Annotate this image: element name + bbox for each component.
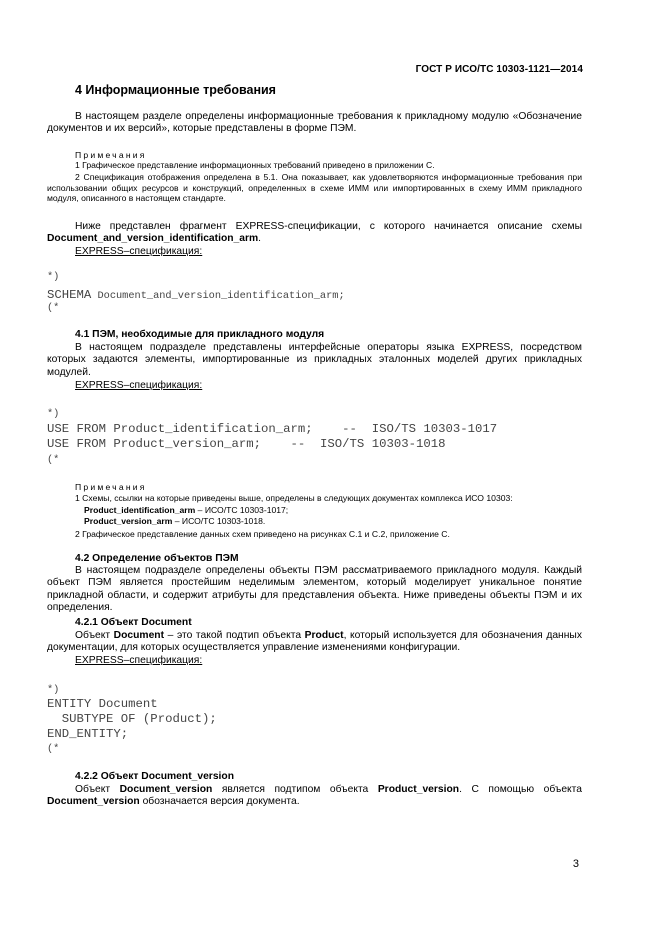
text-run: – это такой подтип объекта bbox=[164, 630, 305, 641]
note-1-item-a bbox=[84, 505, 582, 516]
section-4-2-heading: 4.2 Определение объектов ПЭМ bbox=[75, 553, 239, 564]
text-run: является подтипом объекта bbox=[212, 784, 378, 795]
entity-name: Document_version bbox=[47, 796, 140, 808]
entity-name: Document_version bbox=[119, 784, 213, 795]
code-open: *) bbox=[47, 408, 60, 420]
text-run: . С помощью объекта bbox=[459, 784, 582, 795]
schema-ref-text: – ИСО/ТС 10303-1018. bbox=[172, 516, 266, 526]
note-2: 2 Графическое представление данных схем приведено на рисунках С.1 и С.2, приложение С. bbox=[75, 529, 450, 539]
code-close: (* bbox=[47, 743, 60, 755]
note-1: 1 Графическое представление информационных требований приведено в приложении С. bbox=[75, 160, 435, 170]
section-4-2-1-text bbox=[47, 630, 582, 655]
note-1: 1 Схемы, ссылки на которые приведены выше, определены в следующих документах комплекса ИСО 10303: bbox=[75, 493, 513, 503]
text-run: Объект bbox=[75, 630, 114, 641]
note-1-item-b bbox=[84, 516, 582, 527]
code-use-from-2: USE FROM Product_version_arm; -- ISO/TS 10303-1018 bbox=[47, 437, 446, 451]
section-4-2-1-heading: 4.2.1 Объект Document bbox=[75, 617, 192, 628]
express-label: EXPRESS–спецификация: bbox=[75, 246, 203, 257]
code-subtype-line: SUBTYPE OF (Product); bbox=[47, 712, 217, 726]
code-entity-line: ENTITY Document bbox=[47, 697, 158, 711]
schema-ref-bold: Product_version_arm bbox=[84, 516, 173, 526]
express-intro-text: Ниже представлен фрагмент EXPRESS-спецификации, с которого начинается описание схемы bbox=[75, 221, 582, 232]
express-intro-end: . bbox=[258, 233, 262, 245]
note-2: 2 Спецификация отображения определена в 5.1. Она показывает, как удовлетворяются информационные требования при использовании общих ресурсов и конструкций, определенных в схеме ИММ или импортированных в схему ИММ прикладного модуля, описанного в настоящем стандарте. bbox=[47, 172, 582, 204]
entity-name: Product_version bbox=[377, 784, 460, 795]
code-close: (* bbox=[47, 302, 60, 314]
section-4-2-text: В настоящем подразделе определены объекты ПЭМ рассматриваемого прикладного модуля. Каждый объект ПЭМ является простейшим неделимым элементом, который моделирует уникальное понятие прикладной области, и содержит атрибуты для представления объекта. Ниже приведены объекты ПЭМ и их определения. bbox=[47, 565, 582, 614]
express-label: EXPRESS–спецификация: bbox=[75, 380, 203, 391]
schema-ref-text: – ИСО/ТС 10303-1017; bbox=[195, 505, 289, 515]
code-end-entity-line: END_ENTITY; bbox=[47, 727, 129, 741]
section-4-2-2-text bbox=[47, 784, 582, 809]
code-open: *) bbox=[47, 684, 60, 696]
text-run: обозначается версия документа. bbox=[139, 796, 300, 808]
schema-ref-bold: Product_identification_arm bbox=[84, 505, 196, 515]
section-4-1-text: В настоящем подразделе представлены интерфейсные операторы языка EXPRESS, посредством которых задаются элементы, импортированные из прикладных эталонных моделей других прикладных модулей. bbox=[47, 342, 582, 378]
code-schema-end: ; bbox=[338, 290, 345, 302]
page-number: 3 bbox=[572, 858, 579, 870]
schema-name: Document_and_version_identification_arm bbox=[47, 233, 259, 245]
code-schema-keyword: SCHEMA bbox=[47, 288, 92, 302]
section-4-intro: В настоящем разделе определены информационные требования к прикладному модулю «Обозначение документов и их версий», которые представлены в форме ПЭМ. bbox=[47, 111, 582, 135]
text-run: , который используется для обозначения данных документации, для которых осуществляется управление изменениями конфигурации. bbox=[47, 630, 582, 654]
code-schema-line bbox=[47, 285, 345, 303]
code-close: (* bbox=[47, 454, 60, 466]
code-schema-name: Document_and_version_identification_arm bbox=[91, 290, 339, 302]
code-open: *) bbox=[47, 271, 60, 283]
notes-heading: Примечания bbox=[75, 482, 147, 492]
document-code-header: ГОСТ Р ИСО/ТС 10303-1121—2014 bbox=[415, 64, 583, 75]
notes-heading: Примечания bbox=[75, 150, 147, 160]
section-4-2-2-heading: 4.2.2 Объект Document_version bbox=[75, 771, 234, 782]
entity-name: Product bbox=[304, 630, 344, 641]
text-run: Объект bbox=[75, 784, 120, 795]
express-intro-paragraph bbox=[47, 221, 582, 246]
code-use-from-1: USE FROM Product_identification_arm; -- ISO/TS 10303-1017 bbox=[47, 422, 498, 436]
entity-name: Document bbox=[113, 630, 165, 641]
express-label: EXPRESS–спецификация: bbox=[75, 655, 203, 666]
section-4-1-heading: 4.1 ПЭМ, необходимые для прикладного модуля bbox=[75, 329, 325, 340]
section-4-heading: 4 Информационные требования bbox=[75, 83, 276, 97]
